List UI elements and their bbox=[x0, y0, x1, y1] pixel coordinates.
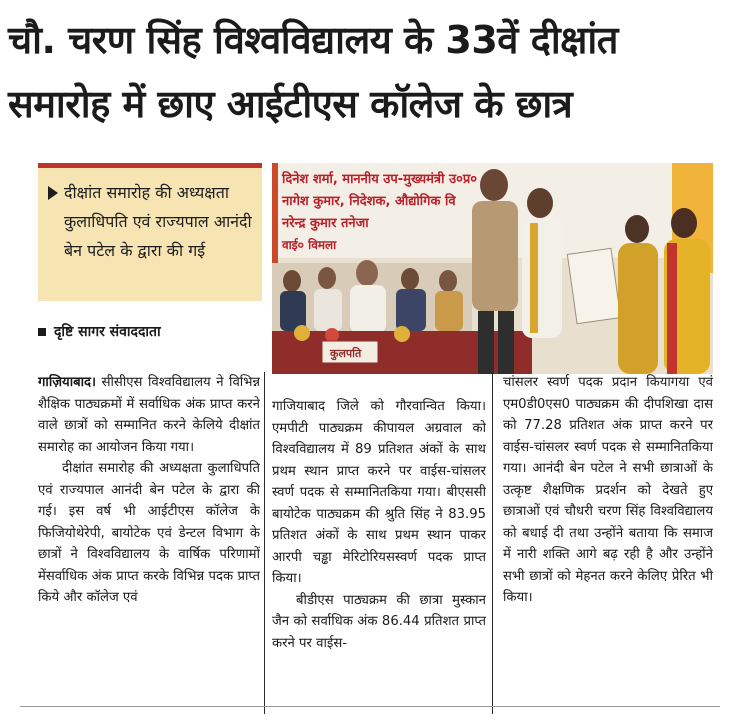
article-paragraph: बीडीएस पाठ्यक्रम की छात्रा मुस्कान जैन को सर्वाधिक अंक 86.44 प्रतिशत प्राप्त करने पर वाईस- bbox=[272, 592, 486, 651]
highlight-box bbox=[38, 163, 262, 301]
dateline: गाज़ियाबाद। bbox=[38, 375, 97, 390]
headline bbox=[8, 8, 725, 136]
article-column-1 bbox=[38, 372, 260, 702]
convocation-photo bbox=[272, 163, 713, 374]
article-column-2 bbox=[272, 396, 486, 726]
article-paragraph: दीक्षांत समारोह की अध्यक्षता कुलाधिपति एवं राज्यपाल आनंदी बेन पटेल के द्वारा की गई। इस वर्ष भी आईटीएस कॉलेज के फिजियोथेरेपी, बायोटेक एवं डेन्टल विभाग के छात्रों ने विश्वविद्यालय के वार्षिक परिणामों मेंसर्वाधिक अंक प्राप्त करके विभिन्न पदक प्राप्त किये और कॉलेज एवं bbox=[38, 461, 260, 605]
column-rule-2 bbox=[492, 372, 493, 714]
byline-text: दृष्टि सागर संवाददाता bbox=[54, 324, 161, 340]
column-rule-1 bbox=[264, 372, 265, 714]
article-column-3 bbox=[503, 372, 713, 702]
headline-line-2: समारोह में छाए आईटीएस कॉलेज के छात्र bbox=[8, 82, 573, 126]
banner-line-4: वाई० विमला bbox=[282, 238, 337, 252]
banner-line-1: दिनेश शर्मा, माननीय उप-मुख्यमंत्री उ०प्र० bbox=[282, 172, 478, 187]
highlight-text: दीक्षांत समारोह की अध्यक्षता कुलाधिपति एवं राज्यपाल आनंदी बेन पटेल के द्वारा की गई bbox=[64, 183, 252, 260]
banner-line-3: नरेन्द्र कुमार तनेजा bbox=[282, 216, 369, 231]
article-paragraph bbox=[38, 372, 260, 458]
article-paragraph: गाजियाबाद जिले को गौरवान्वित किया। एमपीटी पाठ्यक्रम कीपायल अग्रवाल को विश्वविद्यालय में 89 प्रतिशत अंकों के साथ प्रथम स्थान प्राप्त करने पर वाईस-चांसलर स्वर्ण पदक से सम्मानितकिया गया। बीएससी बायोटेक पाठ्यक्रम की श्रुति सिंह ने 83.95 प्रतिशत अंकों के साथ प्रथम स्थान पाकर आरपी चड्ढा मेरिटोरियसस्वर्ण पदक प्राप्त किया। bbox=[272, 399, 486, 586]
article-paragraph: चांसलर स्वर्ण पदक प्रदान कियागया एवं एम0डी0एस0 पाठ्यक्रम की दीपशिखा दास को 77.28 प्रतिशत अंक प्राप्त करने पर वाईस-चांसलर स्वर्ण पदक से सम्मानितकिया गया। आनंदी बेन पटेल ने सभी छात्राओं के उत्कृष्ट शैक्षणिक प्रदर्शन को देखते हुए छात्राओं एवं चौधरी चरण सिंह विश्वविद्यालय को बधाई दी तथा उन्होंने बताया कि समाज में नारी शक्ति आगे बढ़ रही है और उन्होंने सभी छात्रों को मेहनत करने केलिए प्रेरित भी किया। bbox=[503, 375, 713, 605]
byline bbox=[38, 322, 161, 341]
article-text: सीसीएस विश्वविद्यालय ने विभिन्न शैक्षिक पाठ्यक्रमों में सर्वाधिक अंक प्राप्त करने वाले छात्रों को सम्मानित करने केलिये दीक्षांत समारोह का आयोजन किया गया। bbox=[38, 375, 260, 455]
podium-label: कुलपति bbox=[330, 347, 362, 360]
triangle-bullet-icon bbox=[48, 186, 58, 200]
banner-line-2: नागेश कुमार, निदेशक, औद्योगिक वि bbox=[282, 194, 456, 209]
headline-line-1: चौ. चरण सिंह विश्वविद्यालय के 33वें दीक्षांत bbox=[8, 18, 618, 62]
square-bullet-icon bbox=[38, 328, 46, 336]
